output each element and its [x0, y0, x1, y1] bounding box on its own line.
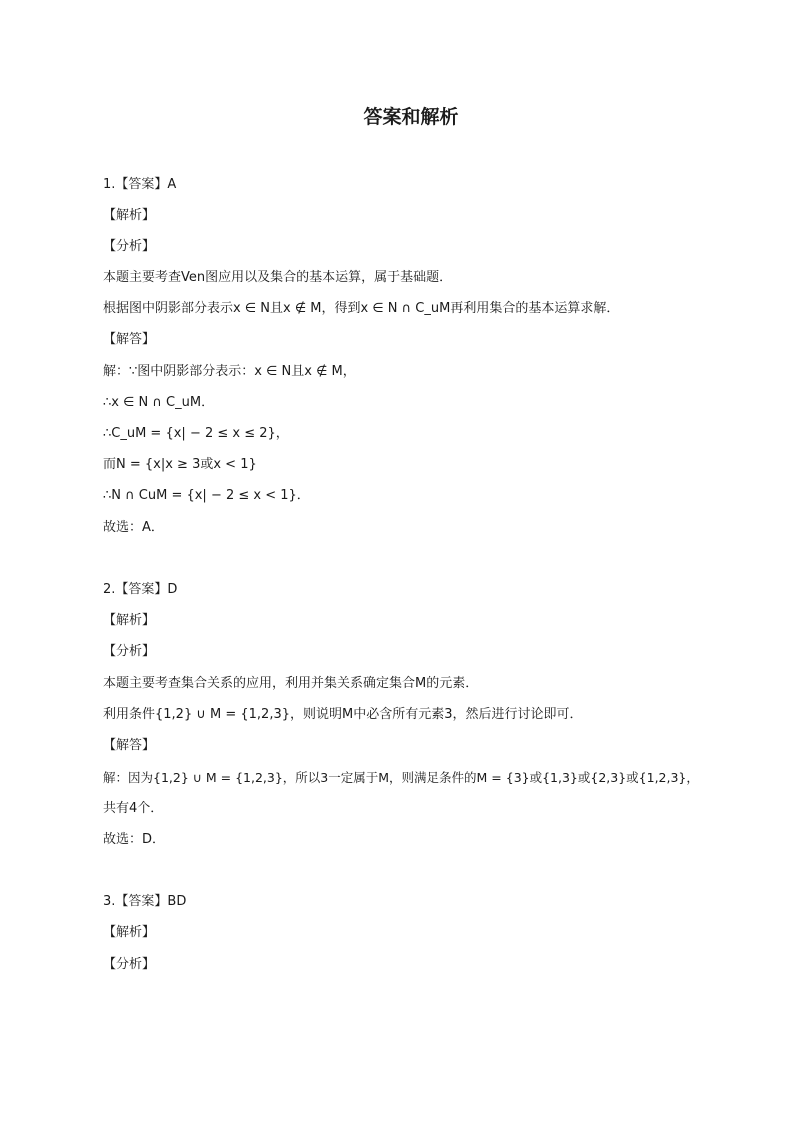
q2-solution-line-2: 共有4个． — [103, 801, 164, 816]
q1-answer: 1.【答案】A — [103, 177, 177, 192]
q1-solution-line-4: 而N = {x|x ≥ 3或x < 1} — [103, 457, 257, 472]
q1-fenxi-text-2: 根据图中阴影部分表示x ∈ N且x ∉ M，得到x ∈ N ∩ C_uM再利用集合的基本运算求解． — [103, 301, 620, 316]
q1-solution-line-5: ∴N ∩ CuM = {x| − 2 ≤ x < 1}． — [103, 488, 310, 503]
q3-fenxi-heading: 【分析】 — [103, 957, 156, 972]
q1-analysis-heading: 【解析】 — [103, 208, 156, 223]
q1-solution-heading: 【解答】 — [103, 332, 156, 347]
q1-solution-line-1: 解：∵图中阴影部分表示：x ∈ N且x ∉ M， — [103, 364, 356, 379]
q3-answer: 3.【答案】BD — [103, 894, 187, 909]
q1-fenxi-text-1: 本题主要考查Ven图应用以及集合的基本运算，属于基础题． — [103, 270, 453, 285]
page-title: 答案和解析 — [363, 106, 459, 128]
q2-fenxi-heading: 【分析】 — [103, 644, 156, 659]
q2-choice: 故选：D． — [103, 832, 166, 847]
q3-analysis-heading: 【解析】 — [103, 925, 156, 940]
q2-analysis-heading: 【解析】 — [103, 613, 156, 628]
q1-choice: 故选：A． — [103, 520, 164, 535]
q1-solution-line-3: ∴C_uM = {x| − 2 ≤ x ≤ 2}， — [103, 426, 289, 441]
q2-fenxi-text-2: 利用条件{1,2} ∪ M = {1,2,3}，则说明M中必含所有元素3，然后进行讨论即可． — [103, 707, 583, 722]
q2-answer: 2.【答案】D — [103, 582, 178, 597]
q2-solution-line-1: 解：因为{1,2} ∪ M = {1,2,3}，所以3一定属于M，则满足条件的M = {3}或{1,3}或{2,3}或{1,2,3}， — [103, 770, 699, 785]
q1-fenxi-heading: 【分析】 — [103, 239, 156, 254]
q1-solution-line-2: ∴x ∈ N ∩ C_uM． — [103, 395, 215, 410]
q2-solution-heading: 【解答】 — [103, 738, 156, 753]
q2-fenxi-text-1: 本题主要考查集合关系的应用，利用并集关系确定集合M的元素． — [103, 676, 479, 691]
